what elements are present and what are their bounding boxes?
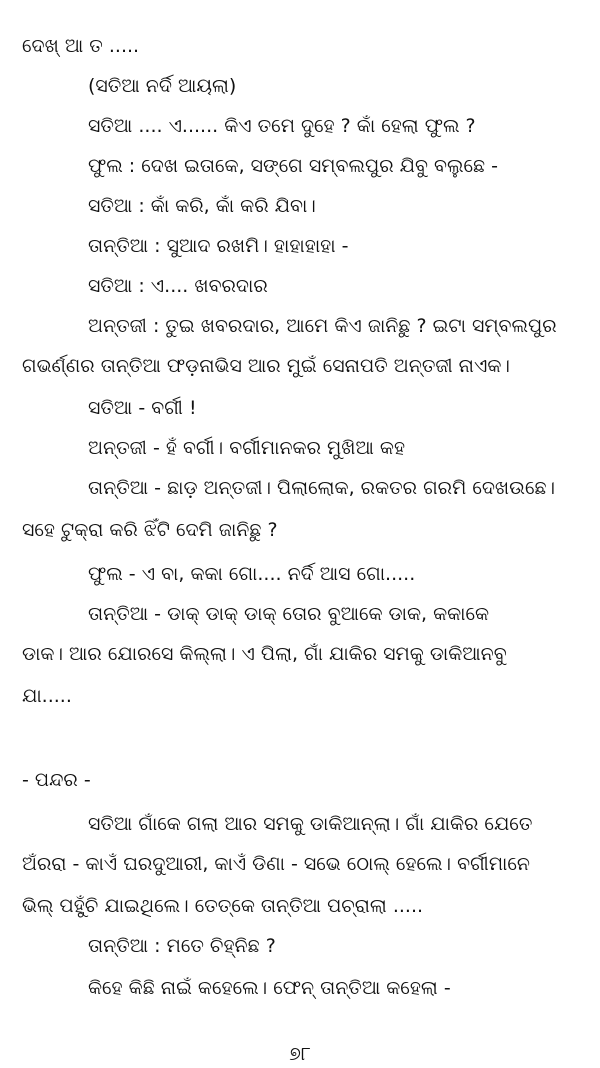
text-line: ଦେଖ୍ ଆ ତ .....	[22, 35, 140, 57]
dialogue-line: ସତିଆ - ବର୍ଗୀ !	[88, 397, 197, 419]
dialogue-line: ଅନ୍ତଜୀ : ତୁଇ ଖବରଦାର, ଆମେ କିଏ ଜାନିଛୁ ? ଇଟା ସମ୍ବଲପୁର	[88, 315, 557, 337]
dialogue-line: ସତିଆ : ଏ.... ଖବରଦାର	[88, 275, 268, 297]
dialogue-line: ତାନ୍ତିଆ : ସୁଆଦ ରଖମି। ହାହାହାହା -	[88, 235, 349, 257]
dialogue-line: ତାନ୍ତିଆ - ଡାକ୍ ଡାକ୍ ଡାକ୍ ତୋର ବୁଆକେ ଡାକ, କକାକେ	[88, 603, 490, 625]
stage-direction: (ସତିଆ ନର୍ଦି ଆୟଲା)	[88, 75, 237, 97]
dialogue-line: ଅନ୍ତଜୀ - ହଁ ବର୍ଗୀ। ବର୍ଗୀମାନକର ମୁଖିଆ କହ	[88, 437, 406, 459]
narrative-line: ଭିଲ୍ ପହୁଁଚି ଯାଇଥିଲେ। ତେତ୍‌କେ ତାନ୍ତିଆ ପଚ୍ରାଲା .....	[22, 895, 424, 917]
dialogue-line: ଫୁଲ : ଦେଖ ଇତାକେ, ସଙ୍ଗେ ସମ୍ବଲପୁର ଯିବୁ ବଲୁଛେ -	[88, 155, 498, 177]
narrative-line: କିହେ କିଛି ନାଇଁ କହେଲେ। ଫେନ୍ ତାନ୍ତିଆ କହେଲା -	[88, 977, 451, 999]
dialogue-line: ତାନ୍ତିଆ - ଛାଡ଼ ଅନ୍ତଜୀ। ପିଲାଲୋକ, ରକତର ଗରମି ଦେଖଉଛେ।	[88, 477, 556, 499]
dialogue-line: ଫୁଲ - ଏ ବା, କକା ଗୋ.... ନର୍ଦି ଆସ ଗୋ.....	[88, 563, 416, 585]
dialogue-line: ସତିଆ : କାଁ କରି, କାଁ କରି ଯିବା।	[88, 195, 316, 217]
narrative-line: ଅଁରରା - କାଏଁ ଘରଦୁଆରୀ, କାଏଁ ଡିଣା - ସଭେ ଠୋଲ୍ ହେଲେ। ବର୍ଗୀମାନେ	[22, 853, 530, 875]
section-heading: - ପନ୍ଦର -	[22, 769, 91, 791]
dialogue-line: ସହେ ଟୁକ୍ରା କରି ଝିଁଟି ଦେମି ଜାନିଛୁ ?	[22, 519, 278, 541]
dialogue-line: ଡାକ। ଆର ଯୋରସେ କିଲ୍ଲା। ଏ ପିଲା, ଗାଁ ଯାକିର ସମକୁ ଡାକିଆନବୁ	[22, 643, 507, 665]
dialogue-line: ଯା.....	[22, 685, 72, 707]
narrative-line: ସତିଆ ଗାଁକେ ଗଲା ଆର ସମକୁ ଡାକିଆନ୍‌ଲା। ଗାଁ ଯାକିର ଯେତେ	[88, 813, 533, 835]
dialogue-line: ତାନ୍ତିଆ : ମତେ ଚିହ୍ନିଛ ?	[88, 935, 276, 957]
dialogue-line: ସତିଆ .... ଏ...... କିଏ ତମେ ଦୁହେ ? କାଁ ହେଲା ଫୁଲ ?	[88, 115, 476, 137]
page-number: ୭୮	[289, 1043, 311, 1065]
dialogue-line: ଗଭର୍ଣ୍ଣର ତାନ୍ତିଆ ଫଡ଼ନାଭିସ ଆର ମୁଇଁ ସେନାପତି ଅନ୍ତଜୀ ନାଏକ।	[22, 355, 510, 377]
